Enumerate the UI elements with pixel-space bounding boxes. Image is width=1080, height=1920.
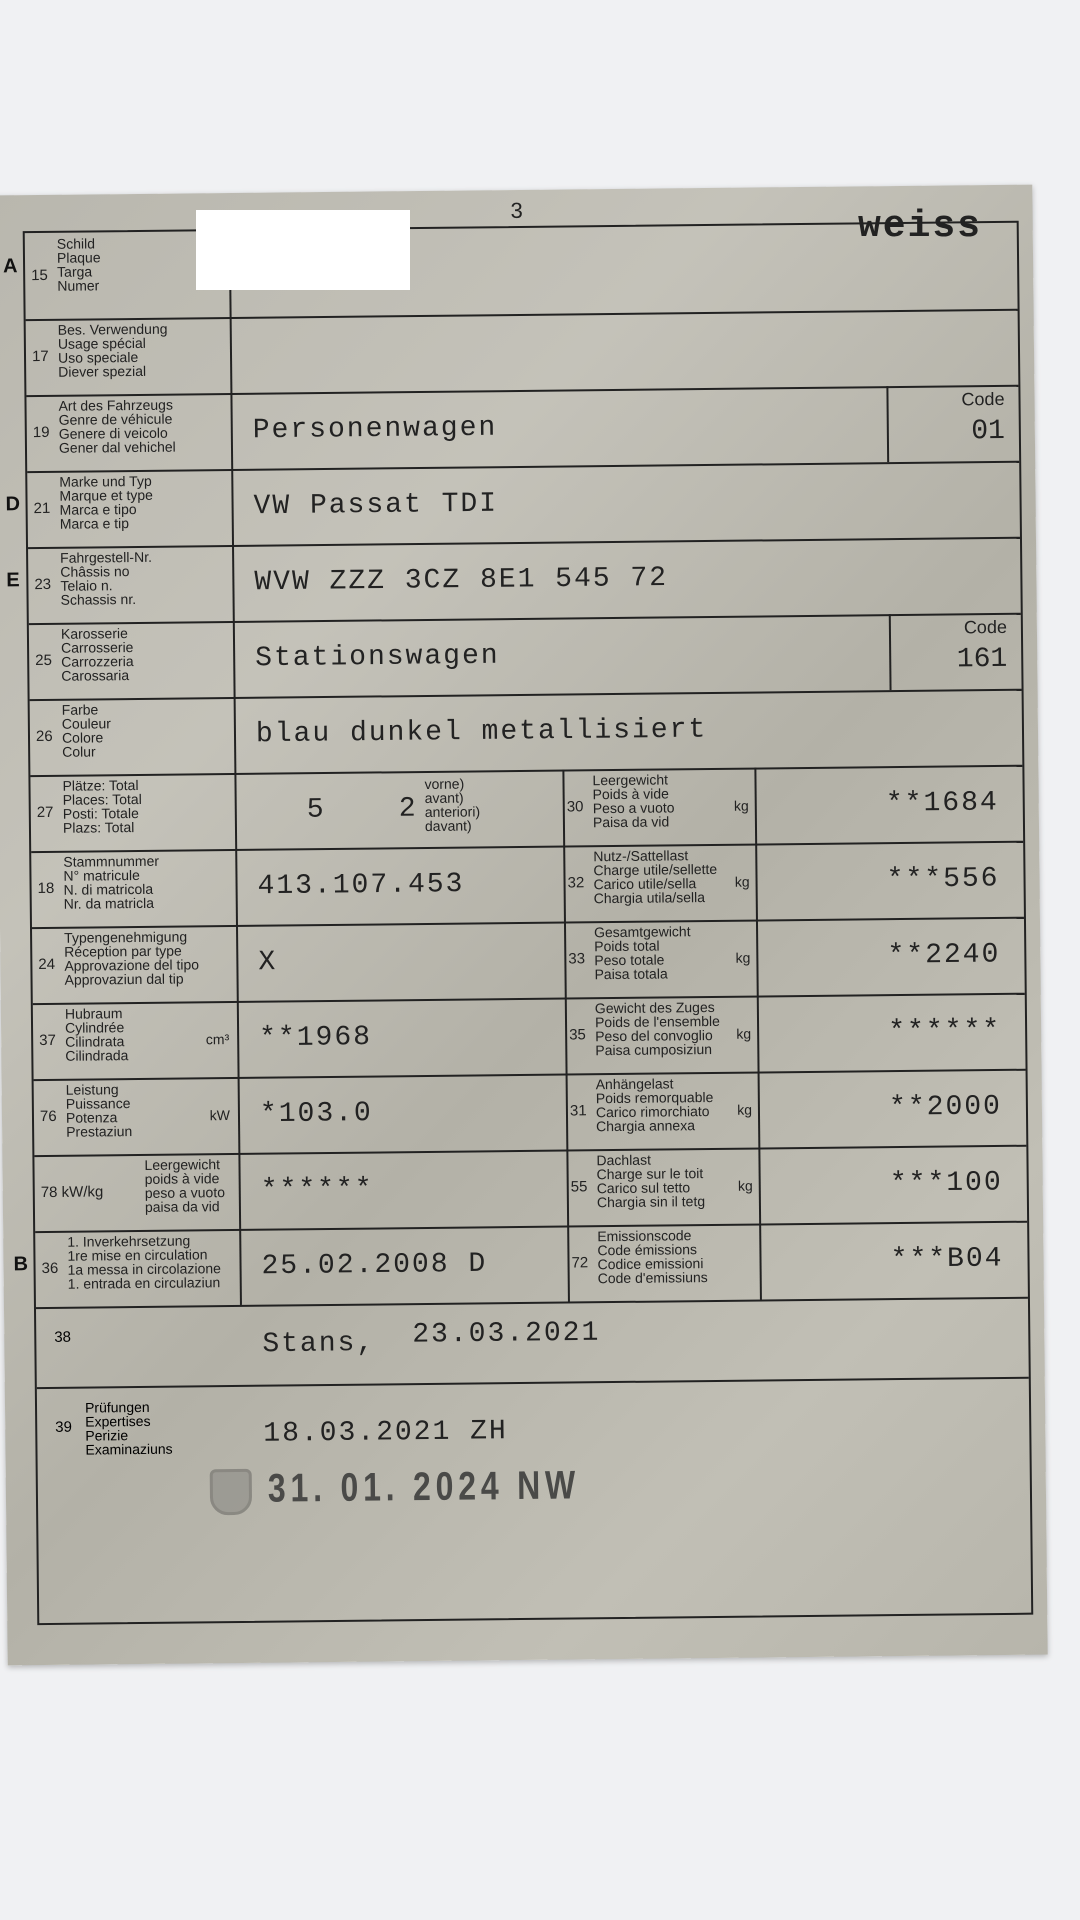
field-number: 27 bbox=[36, 803, 54, 822]
label-line: Paisa totala bbox=[594, 965, 668, 983]
form-row bbox=[34, 1069, 1027, 1157]
field-label bbox=[564, 920, 759, 998]
places-total: 5 bbox=[306, 794, 326, 826]
label-line: Carrosserie bbox=[60, 639, 134, 656]
label-line: Carossaria bbox=[61, 667, 130, 684]
form-row bbox=[13, 1221, 1028, 1309]
label-line: Prestaziun bbox=[66, 1123, 133, 1140]
label-line: Codice emissioni bbox=[597, 1255, 704, 1273]
label-line: Expertises bbox=[85, 1412, 151, 1430]
field-label bbox=[566, 1147, 761, 1225]
label-line: Gesamtgewicht bbox=[593, 923, 691, 941]
field-label bbox=[566, 1071, 761, 1149]
field-value: VW Passat TDI bbox=[253, 488, 499, 523]
field-number: 24 bbox=[38, 955, 56, 974]
code-value: 01 bbox=[971, 415, 1006, 448]
label-line: Peso del convoglio bbox=[595, 1026, 713, 1045]
label-line: 1. Inverkehrsetzung bbox=[67, 1232, 191, 1250]
label-line: Nutz-/Sattellast bbox=[593, 847, 689, 865]
unit-label: kg bbox=[733, 797, 749, 814]
label-line: Réception par type bbox=[64, 942, 182, 960]
label-line: Paisa da vid bbox=[592, 813, 670, 831]
label-line: vorne) bbox=[424, 775, 465, 792]
label-line: Plätze: Total bbox=[62, 776, 139, 794]
label-line: 1re mise en circulation bbox=[67, 1246, 208, 1264]
form-row bbox=[33, 993, 1026, 1081]
label-line: Telaio n. bbox=[60, 577, 113, 594]
field-value: Stationswagen bbox=[255, 640, 500, 675]
section-letter: D bbox=[5, 493, 21, 516]
label-line: Code d'emissiuns bbox=[597, 1269, 708, 1287]
page-number: 3 bbox=[510, 197, 523, 224]
field-label bbox=[31, 849, 238, 927]
label-line: Karosserie bbox=[60, 625, 128, 642]
label-line: Uso speciale bbox=[57, 348, 139, 366]
label-line: Places: Total bbox=[62, 790, 142, 808]
field-value: ***100 bbox=[889, 1167, 1003, 1200]
label-line: Hubraum bbox=[64, 1005, 123, 1022]
label-line: Schassis nr. bbox=[60, 591, 137, 608]
field-label bbox=[34, 1077, 241, 1155]
form-row bbox=[5, 461, 1020, 549]
label-line: Cylindrée bbox=[64, 1019, 125, 1036]
label-line: Farbe bbox=[61, 701, 99, 718]
places-front: 2 bbox=[398, 793, 418, 825]
label-line: Fahrgestell-Nr. bbox=[60, 548, 153, 566]
label-line: avant) bbox=[424, 789, 464, 806]
label-line: Approvazione del tipo bbox=[64, 956, 200, 974]
form-row bbox=[29, 613, 1022, 701]
label-line: Carico utile/sella bbox=[593, 875, 697, 893]
field-number: 15 bbox=[31, 266, 48, 285]
label-line: Targa bbox=[57, 263, 93, 280]
field-value: X bbox=[258, 947, 278, 979]
field-value: 413.107.453 bbox=[257, 869, 465, 903]
field-value: **2000 bbox=[888, 1091, 1003, 1124]
form-row bbox=[34, 1145, 1027, 1233]
field-label bbox=[26, 393, 233, 471]
label-line: Leergewicht bbox=[144, 1156, 221, 1173]
label-line: Prüfungen bbox=[84, 1398, 150, 1416]
label-line: 1a messa in circolazione bbox=[67, 1260, 221, 1278]
label-line: Marca e tipo bbox=[59, 500, 137, 518]
code-box bbox=[889, 613, 1022, 690]
label-line: Cilindrata bbox=[65, 1033, 125, 1050]
form-row bbox=[30, 765, 1023, 853]
label-line: Anhängelast bbox=[595, 1075, 674, 1093]
label-line: Emissionscode bbox=[597, 1227, 692, 1245]
label-line: Potenza bbox=[65, 1109, 118, 1126]
field-label bbox=[34, 1153, 241, 1231]
inspection-date: 18.03.2021 ZH bbox=[263, 1416, 508, 1450]
label-line: Gewicht des Zuges bbox=[594, 998, 715, 1017]
label-line: Stammnummer bbox=[63, 852, 160, 870]
field-value: blau dunkel metallisiert bbox=[255, 714, 708, 751]
field-value: ****** bbox=[888, 1015, 1002, 1048]
field-value: ***B04 bbox=[890, 1243, 1004, 1276]
field-number: 76 bbox=[39, 1107, 57, 1126]
label-line: Leistung bbox=[65, 1081, 119, 1098]
label-line: Paisa cumposiziun bbox=[595, 1040, 713, 1059]
field-label bbox=[55, 1400, 173, 1457]
field-value: 25.02.2008 D bbox=[261, 1248, 488, 1283]
field-label bbox=[562, 768, 757, 846]
field-value: WVW ZZZ 3CZ 8E1 545 72 bbox=[254, 562, 669, 599]
label-line: N° matricule bbox=[63, 866, 140, 884]
field-value: **2240 bbox=[887, 939, 1001, 972]
label-line: Nr. da matricla bbox=[63, 894, 155, 912]
field-value: **1684 bbox=[885, 787, 999, 820]
label-line: Chargia utila/sella bbox=[593, 889, 706, 907]
field-number: 23 bbox=[34, 575, 52, 594]
label-line: Examinaziuns bbox=[85, 1440, 173, 1458]
unit-label: kg bbox=[734, 873, 750, 890]
field-value: **1968 bbox=[259, 1022, 373, 1055]
label-line: Plazs: Total bbox=[62, 819, 135, 836]
label-line: Charge utile/sellette bbox=[593, 860, 718, 879]
label-line: Marca e tip bbox=[59, 515, 130, 532]
field-number: 17 bbox=[31, 347, 49, 366]
field-number: 37 bbox=[39, 1031, 56, 1050]
label-line: Poids à vide bbox=[592, 785, 669, 803]
label-line: Châssis no bbox=[60, 563, 130, 580]
label-line: Carrozzeria bbox=[61, 653, 134, 670]
label-line: Posti: Totale bbox=[62, 804, 139, 822]
label-line: Perizie bbox=[85, 1427, 129, 1444]
field-label bbox=[565, 996, 760, 1074]
field-label bbox=[5, 469, 234, 547]
field-value: Personenwagen bbox=[252, 412, 498, 447]
label-line: davant) bbox=[424, 817, 472, 834]
inspection-stamp: 31. 01. 2024 NW bbox=[267, 1463, 581, 1511]
label-line: Colore bbox=[61, 729, 104, 746]
plate-color-value: weiss bbox=[857, 205, 982, 248]
field-label bbox=[563, 844, 758, 922]
label-line: Poids remorquable bbox=[595, 1088, 714, 1107]
label-line: Dachlast bbox=[596, 1151, 652, 1169]
label-line: N. di matricola bbox=[63, 880, 154, 898]
section-letter: B bbox=[13, 1253, 29, 1276]
field-number: 19 bbox=[32, 423, 50, 442]
section-letter: A bbox=[2, 255, 18, 278]
code-box bbox=[886, 385, 1019, 462]
form-row bbox=[30, 689, 1023, 777]
label-line: Schild bbox=[56, 235, 96, 252]
field-number: 55 bbox=[570, 1178, 588, 1196]
field-number: 26 bbox=[35, 727, 53, 746]
field-number: 35 bbox=[569, 1026, 586, 1044]
field-number: 30 bbox=[566, 798, 584, 816]
form-row bbox=[26, 309, 1019, 397]
unit-label: kg bbox=[737, 1177, 753, 1194]
label-line: Chargia sin il tetg bbox=[596, 1193, 706, 1211]
form-row bbox=[6, 537, 1021, 625]
registration-place: Stans, bbox=[262, 1328, 376, 1361]
label-line: Peso a vuoto bbox=[592, 799, 675, 817]
label-line: Typengenehmigung bbox=[64, 928, 188, 946]
field-number: 21 bbox=[33, 499, 51, 518]
field-number: 31 bbox=[569, 1102, 587, 1120]
label-line: Leergewicht bbox=[592, 771, 669, 789]
label-line: Code émissions bbox=[597, 1241, 698, 1259]
field-label bbox=[13, 1229, 242, 1307]
label-line: Charge sur le toit bbox=[596, 1165, 704, 1183]
field-label bbox=[32, 925, 239, 1003]
registration-date: 23.03.2021 bbox=[412, 1317, 601, 1351]
field-number: 39 bbox=[55, 1418, 73, 1436]
redaction-box bbox=[196, 210, 410, 290]
field-value: ***556 bbox=[886, 863, 1000, 896]
code-header: Code bbox=[963, 616, 1008, 638]
field-number: 33 bbox=[568, 950, 586, 968]
label-line: Bes. Verwendung bbox=[57, 320, 168, 338]
field-label bbox=[30, 697, 237, 775]
form-grid bbox=[2, 221, 1034, 1625]
label-line: anteriori) bbox=[424, 803, 481, 820]
label-line: Marke und Typ bbox=[59, 472, 152, 490]
field-value: ****** bbox=[260, 1174, 374, 1207]
form-row bbox=[31, 841, 1024, 929]
field-number: 18 bbox=[37, 879, 55, 898]
label-line: Usage spécial bbox=[57, 334, 146, 352]
label-line: peso a vuoto bbox=[144, 1184, 226, 1201]
label-line: 1. entrada en circulaziun bbox=[67, 1274, 221, 1292]
field-label bbox=[30, 773, 237, 851]
field-number: 72 bbox=[571, 1254, 589, 1272]
field-label bbox=[6, 545, 235, 623]
label-line: Cilindrada bbox=[65, 1047, 129, 1064]
unit-label: kW bbox=[209, 1107, 231, 1124]
field-number: 36 bbox=[41, 1259, 59, 1278]
label-line: Approvaziun dal tip bbox=[64, 970, 184, 988]
section-letter: E bbox=[6, 569, 20, 592]
label-line: Colur bbox=[62, 743, 96, 760]
unit-label: kg bbox=[737, 1101, 753, 1118]
label-line: Poids de l'ensemble bbox=[594, 1012, 720, 1031]
unit-label: kg bbox=[736, 1025, 752, 1042]
form-row bbox=[36, 1297, 1029, 1389]
label-line: Marque et type bbox=[59, 486, 153, 504]
field-number: 38 bbox=[54, 1328, 72, 1346]
code-header: Code bbox=[961, 388, 1005, 410]
label-line: Numer bbox=[57, 277, 100, 294]
label-line: Gener dal vehichel bbox=[58, 438, 176, 456]
label-line: poids à vide bbox=[144, 1170, 220, 1187]
label-line: Puissance bbox=[65, 1095, 131, 1112]
field-label bbox=[26, 317, 233, 395]
label-line: Carico sul tetto bbox=[596, 1179, 691, 1197]
registration-document bbox=[0, 185, 1048, 1666]
label-line: Carico rimorchiato bbox=[595, 1103, 710, 1121]
field-label bbox=[33, 1001, 240, 1079]
form-row bbox=[37, 1377, 1031, 1623]
label-line: Art des Fahrzeugs bbox=[58, 396, 174, 414]
label-line: Genre de véhicule bbox=[58, 410, 173, 428]
label-line: Diever spezial bbox=[58, 362, 147, 380]
field-number: 78 kW/kg bbox=[40, 1183, 104, 1202]
label-line: Poids total bbox=[594, 937, 660, 955]
form-row bbox=[26, 385, 1019, 473]
canton-seal-icon bbox=[210, 1469, 252, 1515]
unit-label: cm³ bbox=[205, 1031, 230, 1048]
field-number: 32 bbox=[567, 874, 585, 892]
unit-label: kg bbox=[735, 949, 751, 966]
field-label bbox=[567, 1223, 762, 1301]
label-line: paisa da vid bbox=[144, 1198, 220, 1215]
form-row bbox=[32, 917, 1025, 1005]
field-label bbox=[29, 621, 236, 699]
label-line: Couleur bbox=[61, 715, 111, 732]
field-number: 25 bbox=[35, 651, 52, 670]
places-front-label bbox=[424, 776, 480, 833]
code-value: 161 bbox=[956, 643, 1008, 676]
label-line: Plaque bbox=[56, 249, 101, 266]
label-line: Peso totale bbox=[594, 951, 665, 969]
label-line: Genere di veicolo bbox=[58, 424, 168, 442]
label-line: Chargia annexa bbox=[596, 1117, 696, 1135]
field-value: *103.0 bbox=[259, 1098, 373, 1131]
